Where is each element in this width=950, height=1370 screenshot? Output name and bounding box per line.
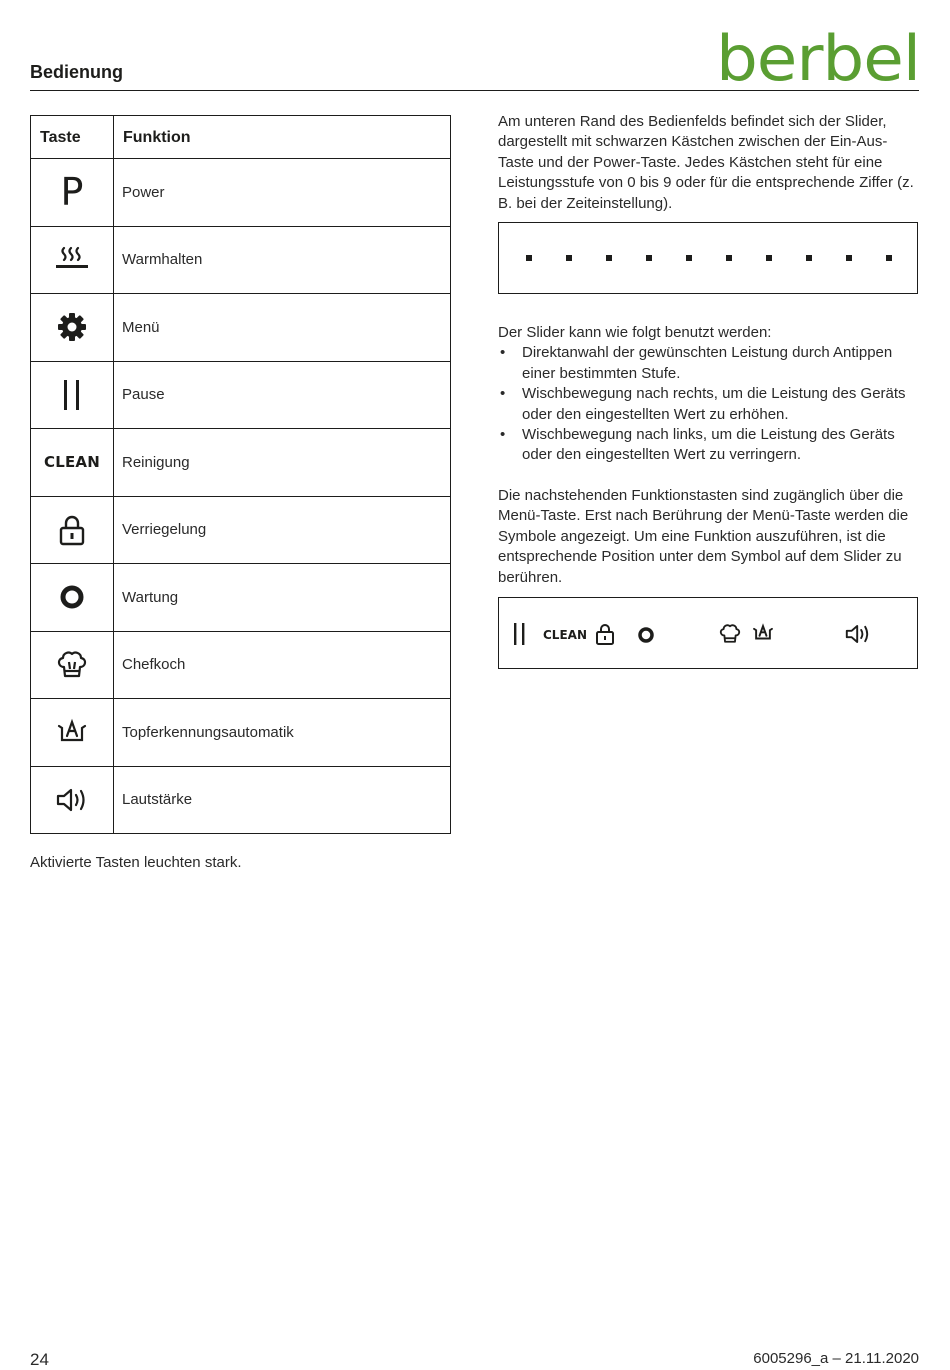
berbel-logo xyxy=(716,30,922,86)
table-row xyxy=(31,361,451,429)
column-header-key: Taste xyxy=(31,116,114,159)
svg-text:berbel: berbel xyxy=(716,30,920,86)
slider-step xyxy=(806,255,812,261)
table-row xyxy=(31,766,451,834)
clean-text-icon: CLEAN xyxy=(44,452,100,471)
header-divider xyxy=(30,90,919,91)
table-row xyxy=(31,159,451,227)
function-key-table xyxy=(30,115,451,834)
slider-usage xyxy=(498,323,918,466)
page-number: 24 xyxy=(30,1350,49,1369)
function-label: Topferkennungsautomatik xyxy=(114,699,451,767)
document-reference: 6005296_a – 21.11.2020 xyxy=(753,1350,919,1367)
column-header-function: Funktion xyxy=(114,116,451,159)
list-item: • Direktanwahl der gewünschten Leistung durch Antippen einer bestimmten Stufe. xyxy=(498,343,918,384)
pause-icon xyxy=(60,378,84,412)
slider-step xyxy=(726,255,732,261)
lock-icon xyxy=(58,514,86,546)
slider-description: Am unteren Rand des Bedienfelds befindet sich der Slider, dargestellt mit schwarzen Kästchen zwischen der Ein-Aus-Taste und der Power-Taste. Jedes Kästchen steht für eine Leistungsstufe von 0 bis 9 oder für die entsprechende Ziffer (z. B. bei der Zeiteinstellung). xyxy=(498,113,914,212)
function-label: Lautstärke xyxy=(114,766,451,834)
table-row xyxy=(31,226,451,294)
ring-icon xyxy=(58,583,86,611)
slider-step xyxy=(846,255,852,261)
table-row xyxy=(31,429,451,497)
slider-step xyxy=(686,255,692,261)
chef-hat-icon xyxy=(55,649,89,681)
warm-keeping-icon xyxy=(54,244,90,276)
list-item: • Wischbewegung nach rechts, um die Leistung des Geräts oder den eingestellten Wert zu erhöhen. xyxy=(498,384,918,425)
slider-usage-list xyxy=(498,343,918,465)
function-label: Warmhalten xyxy=(114,226,451,294)
lock-icon xyxy=(595,622,615,646)
function-label: Verriegelung xyxy=(114,496,451,564)
function-label: Menü xyxy=(114,294,451,362)
gear-icon xyxy=(56,311,88,343)
table-row xyxy=(31,564,451,632)
pause-icon xyxy=(511,622,527,646)
table-row xyxy=(31,496,451,564)
slider-step xyxy=(566,255,572,261)
ring-icon xyxy=(637,626,655,644)
chef-hat-icon xyxy=(718,622,742,646)
table-row xyxy=(31,631,451,699)
table-row xyxy=(31,699,451,767)
clean-text-icon: CLEAN xyxy=(543,628,587,642)
slider-step xyxy=(766,255,772,261)
active-keys-note: Aktivierte Tasten leuchten stark. xyxy=(30,854,242,871)
slider-step xyxy=(886,255,892,261)
function-label: Chefkoch xyxy=(114,631,451,699)
slider-step xyxy=(606,255,612,261)
menu-functions-description: Die nachstehenden Funktionstasten sind zugänglich über die Menü-Taste. Erst nach Berührung der Menü-Taste werden die Symbole angezeigt. Um eine Funktion auszuführen, ist die entsprechende Position unter dem Symbol auf dem Slider zu berühren. xyxy=(498,487,909,586)
table-row xyxy=(31,294,451,362)
slider-step xyxy=(526,255,532,261)
pot-detection-icon xyxy=(56,718,88,746)
slider-illustration xyxy=(498,222,918,294)
power-p-icon: P xyxy=(60,170,84,215)
speaker-icon xyxy=(844,622,872,646)
speaker-icon xyxy=(55,785,89,815)
function-label: Wartung xyxy=(114,564,451,632)
page-section-title: Bedienung xyxy=(30,62,123,82)
function-label: Pause xyxy=(114,361,451,429)
function-label: Reinigung xyxy=(114,429,451,497)
menu-symbols-illustration xyxy=(498,597,918,669)
slider-usage-intro: Der Slider kann wie folgt benutzt werden: xyxy=(498,324,772,341)
list-item: • Wischbewegung nach links, um die Leistung des Geräts oder den eingestellten Wert zu verringern. xyxy=(498,425,918,466)
function-label: Power xyxy=(114,159,451,227)
pot-detection-icon xyxy=(752,622,774,644)
slider-step xyxy=(646,255,652,261)
